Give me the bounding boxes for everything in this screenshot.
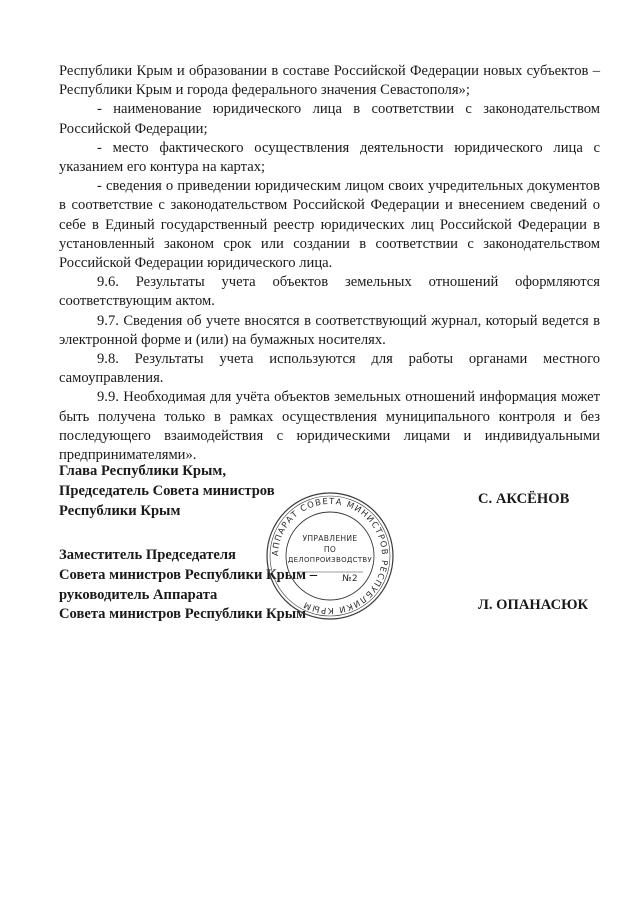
stamp-center-line: ПО [323,545,337,554]
stamp-ring-text: АППАРАТ СОВЕТА МИНИСТРОВ РЕСПУБЛИКИ КРЫМ [269,495,391,617]
deputy-title-line: Заместитель Председателя [59,547,236,563]
deputy-title-line: Совета министров Республики Крым – [59,566,318,583]
head-title-line: Председатель Совета министров [59,482,275,499]
stamp-center-line: УПРАВЛЕНИЕ [302,534,358,543]
paragraph-item-name: - наименование юридического лица в соответствии с законодательством Российской Федерации; [59,101,600,137]
stamp-number: №2 [342,574,358,584]
paragraph-9-9: 9.9. Необходимая для учёта объектов земельных отношений информация может быть получена только в рамках осуществления муниципального контроля и без последующего взаимодействия с юридическими лицами и индивидуальными предпринимателями». [59,389,600,464]
signature-head-title [59,462,275,521]
deputy-title-line: Совета министров Республики Крым [59,606,307,623]
stamp-center-line: ДЕЛОПРОИЗВОДСТВУ [287,556,373,564]
paragraph-continuation: Республики Крым и образовании в составе Российской Федерации новых субъектов – Республики Крым и города федерального значения Севастополя»; [59,63,600,99]
stamp-center [262,488,398,624]
official-stamp [262,488,398,624]
deputy-title-line: руководитель Аппарата [59,586,218,603]
paragraph-9-8: 9.8. Результаты учета используются для работы органами местного самоуправления. [59,351,600,387]
paragraph-item-documents: - сведения о приведении юридическим лицом своих учредительных документов в соответствие с законодательством Российской Федерации и внесением сведений о себе в Единый государственный реестр юридических лиц Российской Федерации в установленный законом срок или создании в соответствии с законодательством Российской Федерации юридического лица. [59,178,600,272]
document-body [59,62,600,465]
head-title-line: Глава Республики Крым, [59,463,226,479]
paragraph-9-6: 9.6. Результаты учета объектов земельных отношений оформляются соответствующим актом. [59,274,600,310]
signature-head-name: С. АКСЁНОВ [478,491,570,507]
signature-deputy-name: Л. ОПАНАСЮК [478,597,589,613]
paragraph-9-7: 9.7. Сведения об учете вносятся в соответствующий журнал, который ведется в электронной форме и (или) на бумажных носителях. [59,312,600,348]
paragraph-item-location: - место фактического осуществления деятельности юридического лица с указанием его контура на картах; [59,139,600,176]
head-title-line: Республики Крым [59,502,181,519]
